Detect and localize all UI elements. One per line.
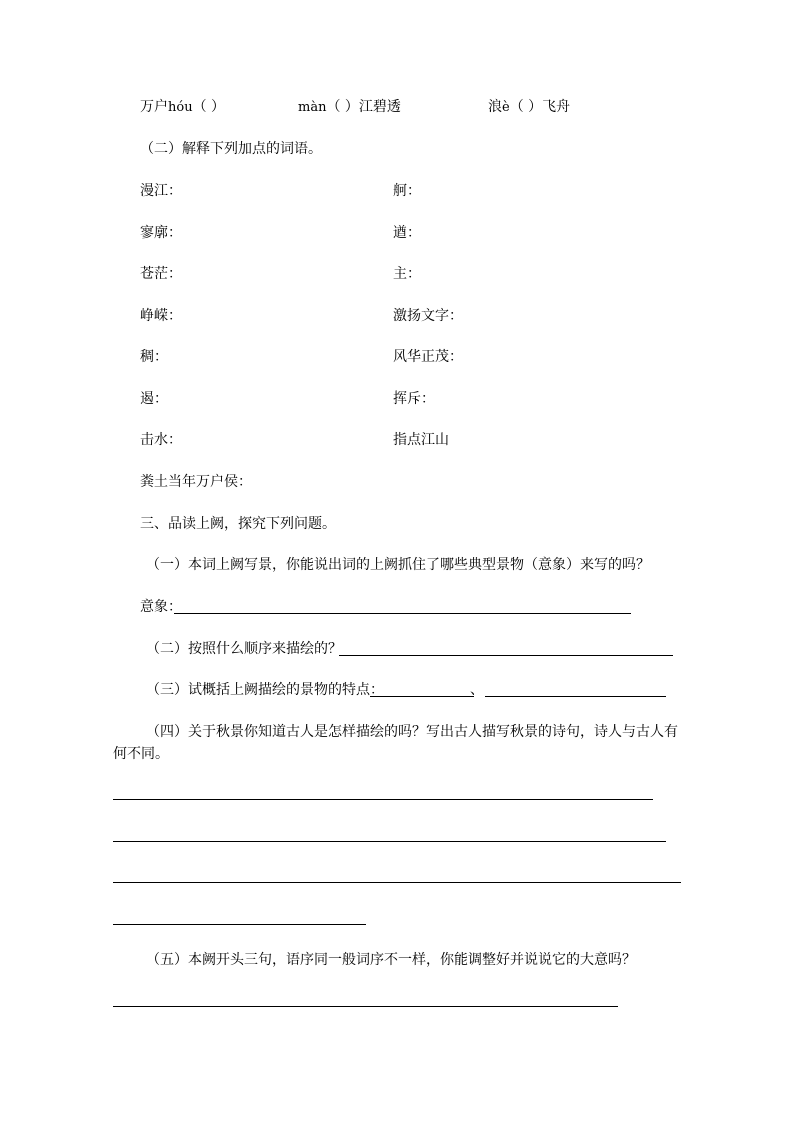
q4-answer-line-2[interactable]	[113, 841, 666, 842]
q4-answer-line-4[interactable]	[113, 924, 366, 925]
vocab-last: 粪土当年万户侯：	[140, 474, 252, 490]
pinyin-item-3-suffix: 飞舟	[542, 99, 571, 115]
section-3-heading: 三、品读上阙，探究下列问题。	[140, 516, 336, 532]
pinyin-item-2-pinyin: màn	[298, 100, 327, 115]
vocab-right-3: 主：	[393, 266, 421, 282]
vocab-left-1: 漫江：	[140, 183, 182, 199]
q2-answer-line[interactable]	[339, 655, 673, 656]
question-4-line-2: 何不同。	[113, 746, 169, 762]
pinyin-item-1	[140, 98, 225, 117]
vocab-right-6: 挥斥：	[393, 391, 435, 407]
question-2: （二）按照什么顺序来描绘的？	[146, 641, 342, 657]
section-2-heading: （二）解释下列加点的词语。	[140, 141, 322, 157]
vocab-right-2: 遒：	[393, 225, 421, 241]
pinyin-item-3-pinyin: è	[502, 100, 510, 115]
q1-answer-label: 意象：	[140, 599, 182, 615]
question-3: （三）试概括上阙描绘的景物的特点：	[146, 682, 384, 698]
vocab-right-5: 风华正茂：	[393, 349, 463, 365]
pinyin-item-3-prefix: 浪	[488, 99, 502, 115]
pinyin-item-1-blank: （ ）	[192, 99, 226, 115]
q4-answer-line-3[interactable]	[113, 882, 681, 883]
vocab-right-7: 指点江山	[393, 432, 449, 448]
pinyin-item-3-blank: （ ）	[509, 99, 543, 115]
vocab-left-3: 苍茫：	[140, 266, 182, 282]
q3-answer-line-1[interactable]	[370, 696, 474, 697]
vocab-left-7: 击水：	[140, 432, 182, 448]
pinyin-item-2-suffix: 江碧透	[358, 99, 401, 115]
pinyin-item-2-blank: （ ）	[326, 99, 359, 115]
pinyin-item-1-prefix: 万户	[140, 99, 168, 115]
vocab-right-4: 激扬文字：	[393, 308, 463, 324]
pinyin-item-1-pinyin: hóu	[168, 100, 193, 115]
question-4-line-1: （四）关于秋景你知道古人是怎样描绘的吗？写出古人描写秋景的诗句，诗人与古人有	[146, 724, 678, 740]
q3-separator: 、	[470, 682, 484, 698]
vocab-left-5: 稠：	[140, 349, 168, 365]
vocab-right-1: 舸：	[393, 183, 421, 199]
pinyin-item-2	[298, 98, 401, 117]
question-5: （五）本阙开头三句，语序同一般词序不一样，你能调整好并说说它的大意吗？	[146, 952, 636, 968]
pinyin-item-3	[488, 98, 570, 117]
q5-answer-line[interactable]	[113, 1006, 618, 1007]
q1-answer-line[interactable]	[174, 613, 631, 614]
q3-answer-line-2[interactable]	[485, 696, 666, 697]
vocab-left-4: 峥嵘：	[140, 308, 182, 324]
question-1: （一）本词上阙写景，你能说出词的上阙抓住了哪些典型景物（意象）来写的吗？	[146, 557, 650, 573]
q4-answer-line-1[interactable]	[113, 799, 653, 800]
vocab-left-6: 遏：	[140, 391, 168, 407]
vocab-left-2: 寥廓：	[140, 225, 182, 241]
